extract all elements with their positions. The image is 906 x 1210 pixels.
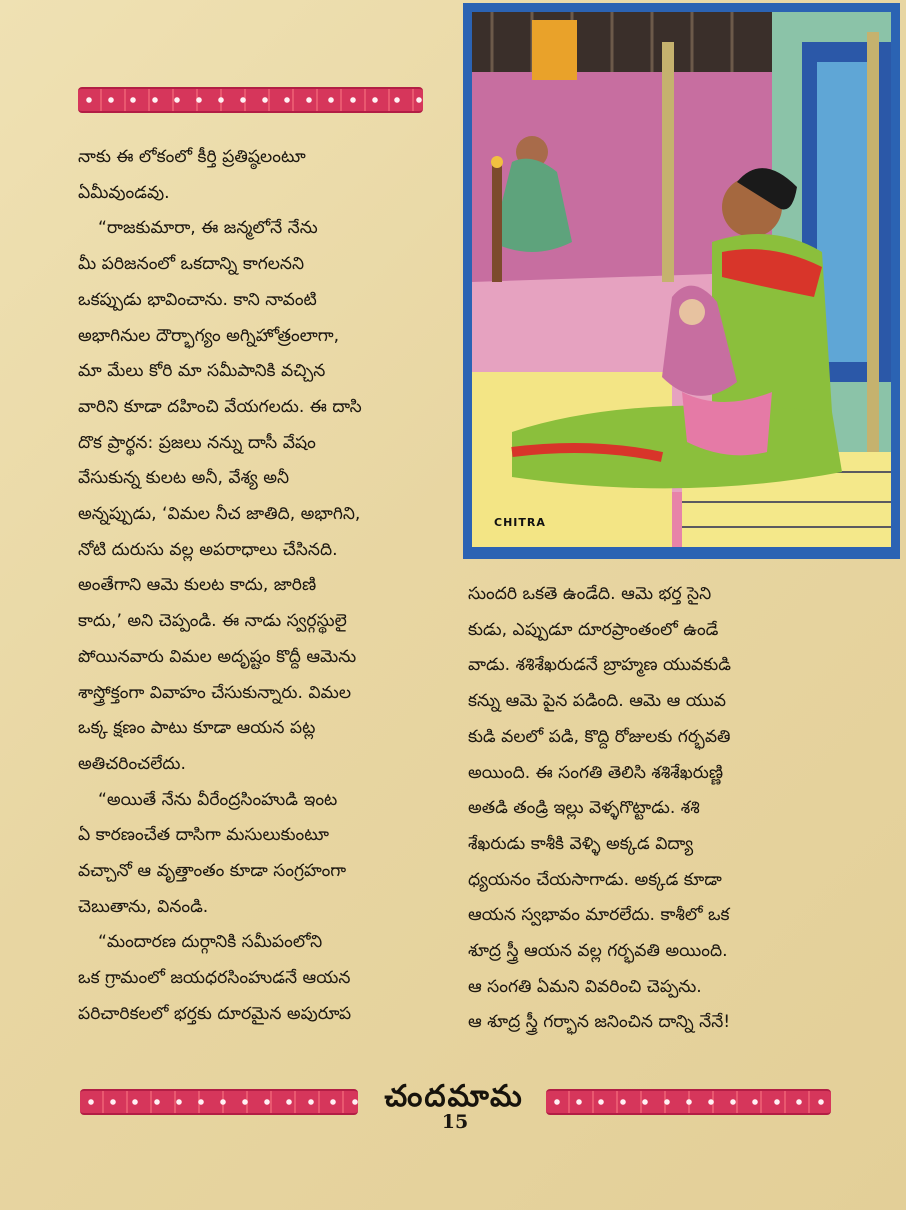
text-line: మీ పరిజనంలో ఒకదాన్ని కాగలనని	[78, 254, 305, 275]
text-line: అభాగినుల దౌర్భాగ్యం అగ్నిహోత్రంలాగా,	[78, 325, 340, 346]
text-line: దొక ప్రార్థన: ప్రజలు నన్ను దాసీ వేషం	[78, 432, 316, 453]
story-illustration	[463, 3, 900, 559]
text-line: వారిని కూడా దహించి వేయగలదు. ఈ దాసి	[78, 396, 362, 417]
text-line: కన్ను ఆమె పైన పడింది. ఆమె ఆ యువ	[468, 691, 727, 712]
text-line: ఆ సంగతి ఏమని వివరించి చెప్పను.	[468, 976, 702, 997]
text-line: ఏ కారణంచేత దాసిగా మసులుకుంటూ	[78, 825, 330, 846]
text-line: ఒక్క క్షణం పాటు కూడా ఆయన పట్ల	[78, 718, 316, 739]
text-line: నాకు ఈ లోకంలో కీర్తి ప్రతిష్ఠలంటూ	[78, 147, 306, 167]
magazine-title: చందమామ	[384, 1079, 524, 1114]
left-text-column	[78, 140, 444, 1033]
text-line: శేఖరుడు కాశీకి వెళ్ళి అక్కడ విద్యా	[468, 833, 694, 854]
text-line: వచ్చానో ఆ వృత్తాంతం కూడా సంగ్రహంగా	[78, 861, 347, 882]
text-line: “రాజకుమారా, ఈ జన్మలోనే నేను	[98, 218, 318, 239]
text-line: “అయితే నేను వీరేంద్రసింహుడి ఇంట	[98, 789, 338, 810]
decorative-border-bottom-right	[546, 1089, 831, 1115]
text-line: కుడు, ఎప్పుడూ దూరప్రాంతంలో ఉండే	[468, 619, 719, 640]
right-text-column	[468, 577, 846, 1041]
text-line: “మందారణ దుర్గానికి సమీపంలోని	[98, 932, 323, 953]
artist-credit: CHITRA	[494, 516, 546, 529]
text-line: ఒకప్పుడు భావించాను. కాని నావంటి	[78, 289, 317, 310]
text-line: అతడి తండ్రి ఇల్లు వెళ్ళగొట్టాడు. శశి	[468, 798, 700, 819]
text-line: అతిచరించలేదు.	[78, 753, 186, 774]
text-line: నోటి దురుసు వల్ల అపరాధాలు చేసినది.	[78, 539, 338, 560]
text-line: అయింది. ఈ సంగతి తెలిసి శశిశేఖరుణ్ణి	[468, 762, 724, 783]
text-line: వాడు. శశిశేఖరుడనే బ్రాహ్మణ యువకుడి	[468, 655, 731, 676]
text-line: ఆయన స్వభావం మారలేదు. కాశీలో ఒక	[468, 905, 730, 926]
text-line: అన్నప్పుడు, ‘విమల నీచ జాతిది, అభాగిని,	[78, 504, 361, 525]
text-line: మా మేలు కోరి మా సమీపానికి వచ్చిన	[78, 361, 326, 382]
text-line: చెబుతాను, వినండి.	[78, 896, 209, 917]
text-line: ఒక గ్రామంలో జయధరసింహుడనే ఆయన	[78, 968, 351, 989]
decorative-border-top	[78, 87, 423, 113]
page-number: 15	[441, 1111, 469, 1133]
text-line: అంతేగాని ఆమె కులట కాదు, జారిణి	[78, 575, 317, 596]
text-line: ధ్యయనం చేయసాగాడు. అక్కడ కూడా	[468, 869, 722, 890]
text-line: పరిచారికలలో భర్తకు దూరమైన అపురూప	[78, 1003, 352, 1024]
text-line: సుందరి ఒకతె ఉండేది. ఆమె భర్త సైని	[468, 584, 712, 604]
text-line: పోయినవారు విమల అదృష్టం కొద్దీ ఆమెను	[78, 646, 357, 667]
text-line: శూద్ర స్త్రీ ఆయన వల్ల గర్భవతి అయింది.	[468, 941, 728, 962]
illustration-scene	[472, 12, 891, 547]
text-line: ఏమీవుండవు.	[78, 182, 170, 203]
text-line: వేసుకున్న కులట అనీ, వేశ్య అనీ	[78, 468, 290, 489]
text-line: కుడి వలలో పడి, కొద్ది రోజులకు గర్భవతి	[468, 726, 731, 747]
text-line: కాదు,’ అని చెప్పండి. ఈ నాడు స్వర్గస్థులై	[78, 611, 347, 632]
text-line: శాస్త్రోక్తంగా వివాహం చేసుకున్నారు. విమల	[78, 682, 351, 703]
text-line: ఆ శూద్ర స్త్రీ గర్భాన జనించిన దాన్ని నేనే!	[468, 1012, 731, 1033]
decorative-border-bottom-left	[80, 1089, 358, 1115]
